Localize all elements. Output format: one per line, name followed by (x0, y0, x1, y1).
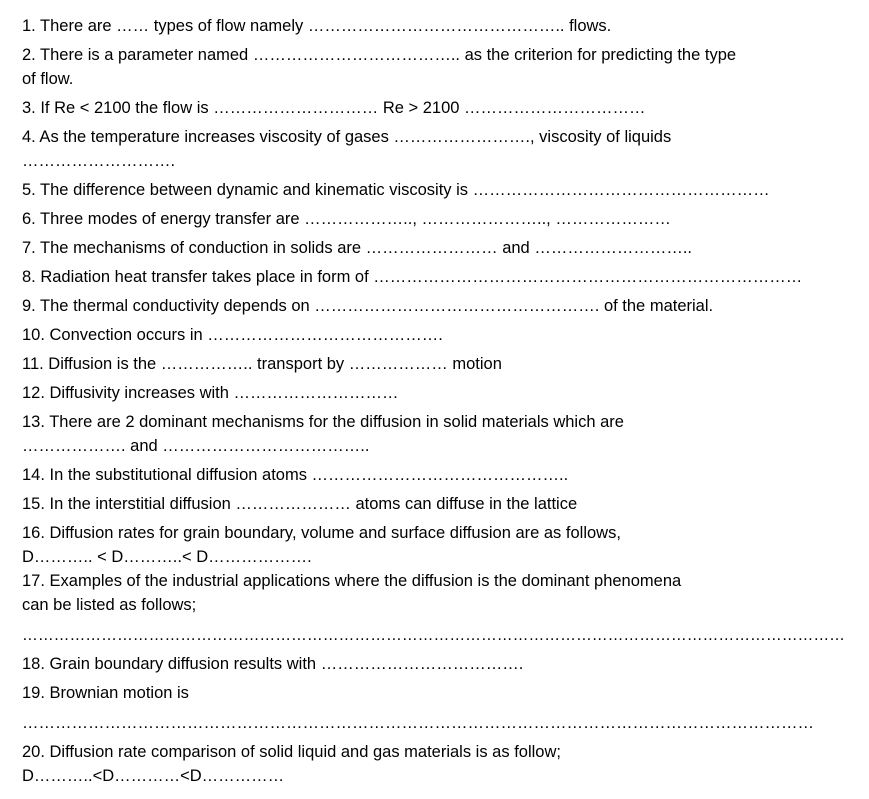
question-1: 1. There are …… types of flow namely ……………………………………….. flows. (22, 17, 612, 35)
question-16-line-1: 16. Diffusion rates for grain boundary, volume and surface diffusion are as follows, (22, 524, 621, 542)
question-17-line-1: 17. Examples of the industrial applications where the diffusion is the dominant phenomena (22, 572, 682, 590)
worksheet (22, 14, 845, 788)
question-20-line-2: D………..<D…………<D…………… (22, 767, 285, 785)
question-19-answer-line: ……………………………………………………………………………………………………………………………… (22, 714, 814, 732)
question-7: 7. The mechanisms of conduction in solids are …………………… and ……………………….. (22, 239, 692, 257)
question-16-line-2: D……….. < D………..< D………………. (22, 548, 312, 566)
question-17-line-2: can be listed as follows; (22, 596, 197, 614)
question-6: 6. Three modes of energy transfer are ……………….., ………………….., ………………… (22, 210, 671, 228)
question-13-line-1: 13. There are 2 dominant mechanisms for the diffusion in solid materials which are (22, 413, 624, 431)
question-12: 12. Diffusivity increases with ………………………… (22, 384, 399, 402)
question-14: 14. In the substitutional diffusion atoms ……………………………………….. (22, 466, 569, 484)
question-18: 18. Grain boundary diffusion results with ………………………………. (22, 655, 524, 673)
question-4-line-2: ………………………. (22, 152, 176, 170)
question-3: 3. If Re < 2100 the flow is ………………………… Re > 2100 …………………………… (22, 99, 646, 117)
question-11: 11. Diffusion is the …………….. transport by ……………… motion (22, 355, 502, 373)
question-5: 5. The difference between dynamic and kinematic viscosity is ……………………………………………… (22, 181, 770, 199)
question-2-line-2: of flow. (22, 70, 74, 88)
question-2-line-1: 2. There is a parameter named ……………………………….. as the criterion for predicting the type (22, 46, 737, 64)
question-20-line-1: 20. Diffusion rate comparison of solid liquid and gas materials is as follow; (22, 743, 561, 761)
question-4-line-1: 4. As the temperature increases viscosity of gases ……………………., viscosity of liquids (22, 128, 672, 146)
question-9: 9. The thermal conductivity depends on ……………………………………………. of the material. (22, 297, 714, 315)
question-8: 8. Radiation heat transfer takes place in form of …………………………………………………………………… (22, 268, 803, 286)
question-19-line-1: 19. Brownian motion is (22, 684, 189, 702)
question-10: 10. Convection occurs in ……………………………………. (22, 326, 443, 344)
question-17-answer-line: ………………………………………………………………………………………………………………………………………… (22, 626, 845, 644)
question-15: 15. In the interstitial diffusion ………………… atoms can diffuse in the lattice (22, 495, 578, 513)
question-13-line-2: ………………. and ……………………………….. (22, 437, 370, 455)
